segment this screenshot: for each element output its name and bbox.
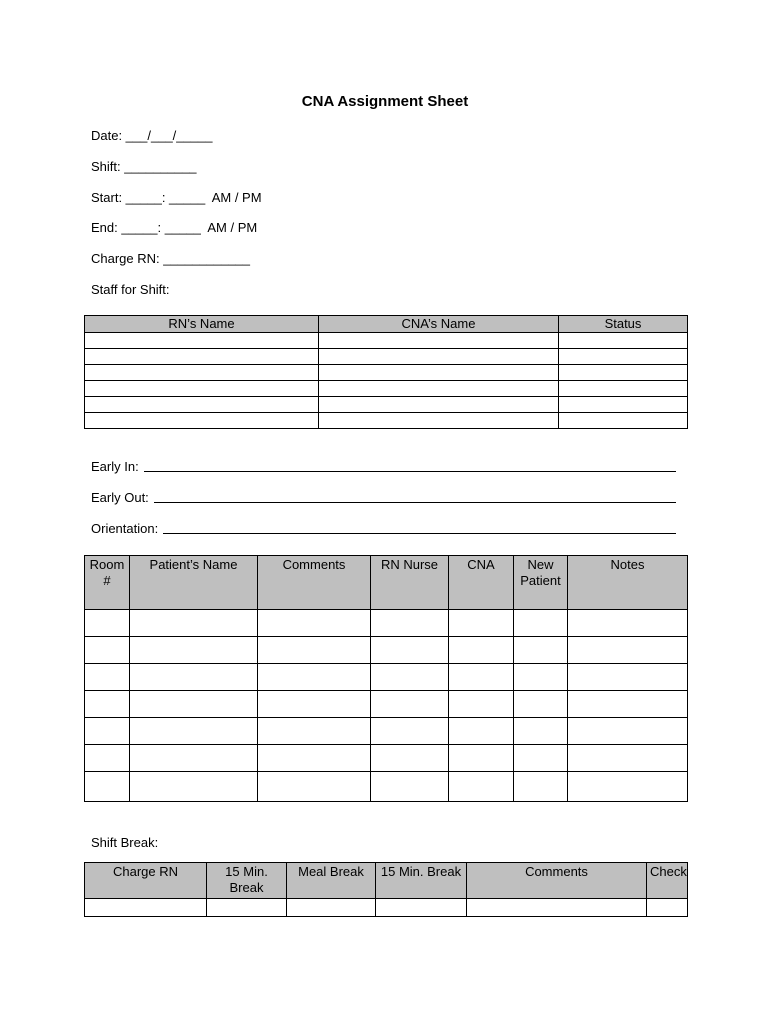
shift-break-cell-comments[interactable] [467, 899, 647, 917]
staff-col-status: Status [559, 316, 688, 333]
staff-table-row [85, 413, 688, 429]
early-out-label: Early Out: [91, 490, 149, 505]
date-field[interactable]: Date: ___/___/_____ [91, 128, 213, 143]
assignment-cell-notes[interactable] [568, 745, 688, 772]
orientation-field [91, 521, 676, 537]
assignment-col-patient-name: Patient’s Name [130, 556, 258, 610]
assignment-table-row [85, 718, 688, 745]
shift-break-col-15min-break-1: 15 Min. Break [207, 863, 287, 899]
assignment-cell-rn[interactable] [371, 610, 449, 637]
assignment-table-row [85, 610, 688, 637]
assignment-cell-cna[interactable] [449, 664, 514, 691]
staff-cell-cna[interactable] [319, 349, 559, 365]
orientation-label: Orientation: [91, 521, 159, 536]
assignment-cell-patient[interactable] [130, 691, 258, 718]
assignment-cell-new-patient[interactable] [514, 745, 568, 772]
shift-break-cell-15min-break-1[interactable] [207, 899, 287, 917]
assignment-cell-room[interactable] [85, 772, 130, 802]
assignment-cell-comments[interactable] [258, 637, 371, 664]
staff-cell-rn[interactable] [85, 381, 319, 397]
assignment-table-header-row [85, 556, 688, 610]
assignment-cell-comments[interactable] [258, 718, 371, 745]
shift-break-col-comments: Comments [467, 863, 647, 899]
staff-col-rn-name: RN’s Name [85, 316, 319, 333]
staff-table-row [85, 397, 688, 413]
shift-break-cell-15min-break-2[interactable] [376, 899, 467, 917]
staff-cell-status[interactable] [559, 333, 688, 349]
staff-cell-cna[interactable] [319, 397, 559, 413]
assignment-cell-comments[interactable] [258, 610, 371, 637]
staff-cell-status[interactable] [559, 381, 688, 397]
assignment-cell-patient[interactable] [130, 610, 258, 637]
early-in-label: Early In: [91, 459, 139, 474]
staff-cell-status[interactable] [559, 413, 688, 429]
assignment-cell-room[interactable] [85, 691, 130, 718]
assignment-cell-patient[interactable] [130, 745, 258, 772]
assignment-cell-rn[interactable] [371, 664, 449, 691]
shift-break-header-row [85, 863, 688, 899]
assignment-cell-notes[interactable] [568, 664, 688, 691]
staff-cell-status[interactable] [559, 397, 688, 413]
shift-break-cell-meal-break[interactable] [287, 899, 376, 917]
staff-table-row [85, 349, 688, 365]
assignment-cell-rn[interactable] [371, 637, 449, 664]
assignment-cell-new-patient[interactable] [514, 610, 568, 637]
staff-cell-rn[interactable] [85, 333, 319, 349]
start-time-field[interactable]: Start: _____: _____ AM / PM [91, 190, 262, 205]
assignment-cell-cna[interactable] [449, 637, 514, 664]
staff-cell-cna[interactable] [319, 381, 559, 397]
staff-cell-cna[interactable] [319, 365, 559, 381]
form-title: CNA Assignment Sheet [301, 93, 469, 110]
assignment-table-row [85, 664, 688, 691]
early-out-blank[interactable] [154, 501, 676, 503]
assignment-cell-patient[interactable] [130, 718, 258, 745]
staff-cell-status[interactable] [559, 349, 688, 365]
early-out-field [91, 490, 676, 506]
assignment-col-rn-nurse: RN Nurse [371, 556, 449, 610]
assignment-col-cna: CNA [449, 556, 514, 610]
assignment-cell-cna[interactable] [449, 691, 514, 718]
assignment-cell-cna[interactable] [449, 745, 514, 772]
shift-break-row [85, 899, 688, 917]
shift-break-table [84, 862, 688, 917]
assignment-cell-notes[interactable] [568, 718, 688, 745]
assignment-cell-comments[interactable] [258, 772, 371, 802]
staff-cell-rn[interactable] [85, 349, 319, 365]
early-in-blank[interactable] [144, 470, 676, 472]
staff-cell-rn[interactable] [85, 397, 319, 413]
assignment-cell-notes[interactable] [568, 772, 688, 802]
assignment-cell-notes[interactable] [568, 610, 688, 637]
shift-break-cell-charge-rn[interactable] [85, 899, 207, 917]
assignment-cell-comments[interactable] [258, 691, 371, 718]
staff-cell-cna[interactable] [319, 333, 559, 349]
assignment-table-row [85, 745, 688, 772]
shift-break-col-charge-rn: Charge RN [85, 863, 207, 899]
assignment-cell-room[interactable] [85, 718, 130, 745]
assignment-cell-room[interactable] [85, 745, 130, 772]
assignment-cell-new-patient[interactable] [514, 772, 568, 802]
assignment-cell-cna[interactable] [449, 772, 514, 802]
assignment-cell-notes[interactable] [568, 691, 688, 718]
assignment-cell-notes[interactable] [568, 637, 688, 664]
end-time-field[interactable]: End: _____: _____ AM / PM [91, 220, 258, 235]
staff-for-shift-label: Staff for Shift: [91, 282, 170, 297]
staff-cell-rn[interactable] [85, 365, 319, 381]
assignment-cell-comments[interactable] [258, 664, 371, 691]
shift-break-col-meal-break: Meal Break [287, 863, 376, 899]
assignment-cell-room[interactable] [85, 664, 130, 691]
shift-break-col-15min-break-2: 15 Min. Break [376, 863, 467, 899]
shift-break-col-check: Check [647, 863, 688, 899]
staff-table-row [85, 381, 688, 397]
early-in-field [91, 459, 676, 475]
staff-cell-status[interactable] [559, 365, 688, 381]
staff-table-row [85, 365, 688, 381]
staff-col-cna-name: CNA’s Name [319, 316, 559, 333]
staff-table-header-row [85, 316, 688, 333]
orientation-blank[interactable] [163, 532, 676, 534]
assignment-cell-new-patient[interactable] [514, 691, 568, 718]
assignment-cell-new-patient[interactable] [514, 718, 568, 745]
assignment-cell-new-patient[interactable] [514, 664, 568, 691]
shift-break-label: Shift Break: [91, 835, 159, 850]
assignment-col-room-number: Room # [85, 556, 130, 610]
assignment-cell-rn[interactable] [371, 772, 449, 802]
assignment-cell-rn[interactable] [371, 718, 449, 745]
assignment-col-notes: Notes [568, 556, 688, 610]
assignment-col-new-patient: New Patient [514, 556, 568, 610]
assignment-cell-new-patient[interactable] [514, 637, 568, 664]
assignment-cell-cna[interactable] [449, 718, 514, 745]
assignment-cell-rn[interactable] [371, 745, 449, 772]
shift-break-cell-check[interactable] [647, 899, 688, 917]
assignment-cell-patient[interactable] [130, 664, 258, 691]
assignment-cell-cna[interactable] [449, 610, 514, 637]
assignment-cell-patient[interactable] [130, 637, 258, 664]
staff-cell-cna[interactable] [319, 413, 559, 429]
assignment-table-row [85, 691, 688, 718]
charge-rn-field[interactable]: Charge RN: ____________ [91, 251, 251, 266]
staff-table [84, 315, 688, 429]
staff-cell-rn[interactable] [85, 413, 319, 429]
assignment-table-row [85, 637, 688, 664]
shift-field[interactable]: Shift: __________ [91, 159, 197, 174]
assignment-cell-comments[interactable] [258, 745, 371, 772]
assignment-cell-room[interactable] [85, 637, 130, 664]
assignment-cell-room[interactable] [85, 610, 130, 637]
assignment-col-comments: Comments [258, 556, 371, 610]
staff-table-row [85, 333, 688, 349]
assignment-table-row [85, 772, 688, 802]
assignment-cell-rn[interactable] [371, 691, 449, 718]
assignment-cell-patient[interactable] [130, 772, 258, 802]
assignment-table [84, 555, 688, 802]
